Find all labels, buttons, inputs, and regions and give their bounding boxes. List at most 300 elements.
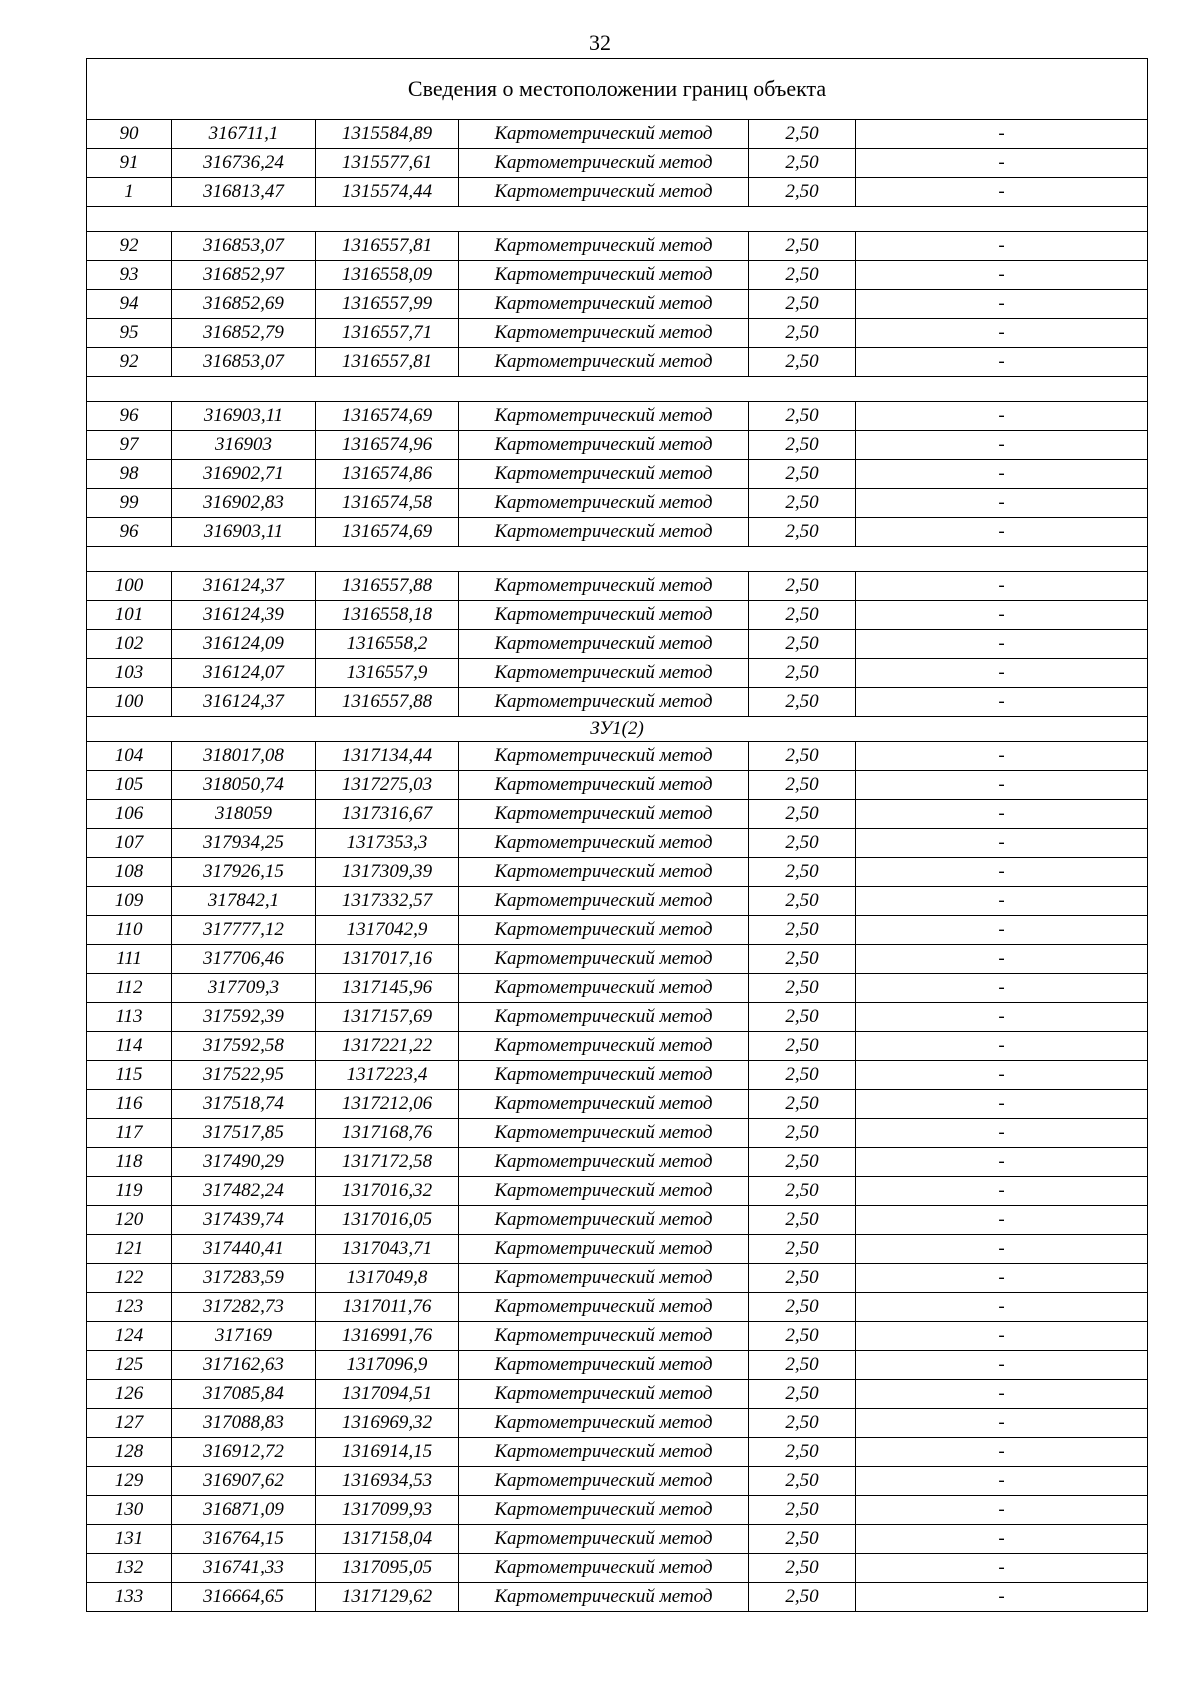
x-coordinate-cell: 316741,33 xyxy=(172,1554,316,1583)
accuracy-cell: 2,50 xyxy=(749,489,856,518)
table-row xyxy=(87,460,1148,489)
table-title: Сведения о местоположении границ объекта xyxy=(87,59,1148,120)
y-coordinate-cell: 1316574,96 xyxy=(316,431,459,460)
y-coordinate-cell: 1317016,32 xyxy=(316,1177,459,1206)
point-number-cell: 119 xyxy=(87,1177,172,1206)
description-cell: - xyxy=(856,659,1148,688)
x-coordinate-cell: 317490,29 xyxy=(172,1148,316,1177)
point-number-cell: 90 xyxy=(87,120,172,149)
x-coordinate-cell: 318050,74 xyxy=(172,771,316,800)
accuracy-cell: 2,50 xyxy=(749,572,856,601)
accuracy-cell: 2,50 xyxy=(749,1032,856,1061)
description-cell: - xyxy=(856,431,1148,460)
x-coordinate-cell: 317283,59 xyxy=(172,1264,316,1293)
description-cell: - xyxy=(856,1525,1148,1554)
x-coordinate-cell: 316903 xyxy=(172,431,316,460)
y-coordinate-cell: 1317309,39 xyxy=(316,858,459,887)
accuracy-cell: 2,50 xyxy=(749,261,856,290)
x-coordinate-cell: 316124,09 xyxy=(172,630,316,659)
accuracy-cell: 2,50 xyxy=(749,1148,856,1177)
accuracy-cell: 2,50 xyxy=(749,149,856,178)
x-coordinate-cell: 317592,39 xyxy=(172,1003,316,1032)
point-number-cell: 110 xyxy=(87,916,172,945)
point-number-cell: 115 xyxy=(87,1061,172,1090)
y-coordinate-cell: 1317212,06 xyxy=(316,1090,459,1119)
point-number-cell: 121 xyxy=(87,1235,172,1264)
y-coordinate-cell: 1315574,44 xyxy=(316,178,459,207)
accuracy-cell: 2,50 xyxy=(749,688,856,717)
point-number-cell: 1 xyxy=(87,178,172,207)
description-cell: - xyxy=(856,1467,1148,1496)
accuracy-cell: 2,50 xyxy=(749,1119,856,1148)
accuracy-cell: 2,50 xyxy=(749,1090,856,1119)
method-cell: Картометрический метод xyxy=(459,1322,749,1351)
table-row xyxy=(87,1438,1148,1467)
table-row xyxy=(87,1496,1148,1525)
y-coordinate-cell: 1317099,93 xyxy=(316,1496,459,1525)
description-cell: - xyxy=(856,630,1148,659)
table-row xyxy=(87,1380,1148,1409)
point-number-cell: 113 xyxy=(87,1003,172,1032)
point-number-cell: 111 xyxy=(87,945,172,974)
table-row xyxy=(87,1090,1148,1119)
table-row xyxy=(87,1322,1148,1351)
point-number-cell: 99 xyxy=(87,489,172,518)
point-number-cell: 97 xyxy=(87,431,172,460)
table-row xyxy=(87,431,1148,460)
method-cell: Картометрический метод xyxy=(459,348,749,377)
x-coordinate-cell: 316912,72 xyxy=(172,1438,316,1467)
y-coordinate-cell: 1316558,2 xyxy=(316,630,459,659)
x-coordinate-cell: 316871,09 xyxy=(172,1496,316,1525)
table-row xyxy=(87,1177,1148,1206)
point-number-cell: 92 xyxy=(87,232,172,261)
description-cell: - xyxy=(856,1003,1148,1032)
y-coordinate-cell: 1317095,05 xyxy=(316,1554,459,1583)
method-cell: Картометрический метод xyxy=(459,601,749,630)
x-coordinate-cell: 317522,95 xyxy=(172,1061,316,1090)
description-cell: - xyxy=(856,1235,1148,1264)
y-coordinate-cell: 1317094,51 xyxy=(316,1380,459,1409)
y-coordinate-cell: 1317129,62 xyxy=(316,1583,459,1612)
method-cell: Картометрический метод xyxy=(459,1496,749,1525)
separator-cell xyxy=(87,547,1148,572)
point-number-cell: 130 xyxy=(87,1496,172,1525)
description-cell: - xyxy=(856,1322,1148,1351)
table-row xyxy=(87,1061,1148,1090)
y-coordinate-cell: 1317353,3 xyxy=(316,829,459,858)
description-cell: - xyxy=(856,1177,1148,1206)
accuracy-cell: 2,50 xyxy=(749,1554,856,1583)
table-row xyxy=(87,916,1148,945)
table-row xyxy=(87,290,1148,319)
method-cell: Картометрический метод xyxy=(459,572,749,601)
section-header-row xyxy=(87,717,1148,742)
table-row xyxy=(87,149,1148,178)
table-row xyxy=(87,348,1148,377)
method-cell: Картометрический метод xyxy=(459,120,749,149)
method-cell: Картометрический метод xyxy=(459,1061,749,1090)
x-coordinate-cell: 316813,47 xyxy=(172,178,316,207)
point-number-cell: 103 xyxy=(87,659,172,688)
description-cell: - xyxy=(856,916,1148,945)
accuracy-cell: 2,50 xyxy=(749,460,856,489)
point-number-cell: 109 xyxy=(87,887,172,916)
accuracy-cell: 2,50 xyxy=(749,887,856,916)
point-number-cell: 125 xyxy=(87,1351,172,1380)
table-row xyxy=(87,688,1148,717)
x-coordinate-cell: 316664,65 xyxy=(172,1583,316,1612)
table-row xyxy=(87,1003,1148,1032)
method-cell: Картометрический метод xyxy=(459,630,749,659)
method-cell: Картометрический метод xyxy=(459,1148,749,1177)
point-number-cell: 133 xyxy=(87,1583,172,1612)
method-cell: Картометрический метод xyxy=(459,402,749,431)
description-cell: - xyxy=(856,771,1148,800)
description-cell: - xyxy=(856,261,1148,290)
x-coordinate-cell: 318059 xyxy=(172,800,316,829)
accuracy-cell: 2,50 xyxy=(749,630,856,659)
x-coordinate-cell: 318017,08 xyxy=(172,742,316,771)
table-row xyxy=(87,1351,1148,1380)
table-row xyxy=(87,858,1148,887)
accuracy-cell: 2,50 xyxy=(749,659,856,688)
point-number-cell: 96 xyxy=(87,402,172,431)
table-title-row xyxy=(87,59,1148,120)
point-number-cell: 114 xyxy=(87,1032,172,1061)
x-coordinate-cell: 317706,46 xyxy=(172,945,316,974)
x-coordinate-cell: 317088,83 xyxy=(172,1409,316,1438)
y-coordinate-cell: 1316574,86 xyxy=(316,460,459,489)
method-cell: Картометрический метод xyxy=(459,431,749,460)
accuracy-cell: 2,50 xyxy=(749,1322,856,1351)
x-coordinate-cell: 316907,62 xyxy=(172,1467,316,1496)
method-cell: Картометрический метод xyxy=(459,1293,749,1322)
method-cell: Картометрический метод xyxy=(459,319,749,348)
description-cell: - xyxy=(856,800,1148,829)
method-cell: Картометрический метод xyxy=(459,489,749,518)
y-coordinate-cell: 1317096,9 xyxy=(316,1351,459,1380)
method-cell: Картометрический метод xyxy=(459,916,749,945)
description-cell: - xyxy=(856,1496,1148,1525)
description-cell: - xyxy=(856,1090,1148,1119)
table-row xyxy=(87,1032,1148,1061)
point-number-cell: 91 xyxy=(87,149,172,178)
x-coordinate-cell: 317162,63 xyxy=(172,1351,316,1380)
accuracy-cell: 2,50 xyxy=(749,1380,856,1409)
accuracy-cell: 2,50 xyxy=(749,1293,856,1322)
table-row xyxy=(87,945,1148,974)
description-cell: - xyxy=(856,742,1148,771)
method-cell: Картометрический метод xyxy=(459,1467,749,1496)
y-coordinate-cell: 1316914,15 xyxy=(316,1438,459,1467)
table-row xyxy=(87,572,1148,601)
point-number-cell: 93 xyxy=(87,261,172,290)
point-number-cell: 104 xyxy=(87,742,172,771)
table-row xyxy=(87,887,1148,916)
table-row xyxy=(87,1148,1148,1177)
description-cell: - xyxy=(856,887,1148,916)
accuracy-cell: 2,50 xyxy=(749,402,856,431)
accuracy-cell: 2,50 xyxy=(749,1525,856,1554)
description-cell: - xyxy=(856,1061,1148,1090)
table-row xyxy=(87,800,1148,829)
description-cell: - xyxy=(856,1119,1148,1148)
y-coordinate-cell: 1316557,81 xyxy=(316,348,459,377)
y-coordinate-cell: 1317011,76 xyxy=(316,1293,459,1322)
method-cell: Картометрический метод xyxy=(459,1380,749,1409)
y-coordinate-cell: 1317275,03 xyxy=(316,771,459,800)
table-row xyxy=(87,1264,1148,1293)
description-cell: - xyxy=(856,974,1148,1003)
x-coordinate-cell: 316853,07 xyxy=(172,348,316,377)
accuracy-cell: 2,50 xyxy=(749,1496,856,1525)
description-cell: - xyxy=(856,1380,1148,1409)
y-coordinate-cell: 1316558,09 xyxy=(316,261,459,290)
accuracy-cell: 2,50 xyxy=(749,431,856,460)
accuracy-cell: 2,50 xyxy=(749,800,856,829)
point-number-cell: 107 xyxy=(87,829,172,858)
x-coordinate-cell: 317517,85 xyxy=(172,1119,316,1148)
point-number-cell: 96 xyxy=(87,518,172,547)
method-cell: Картометрический метод xyxy=(459,1032,749,1061)
description-cell: - xyxy=(856,460,1148,489)
y-coordinate-cell: 1317042,9 xyxy=(316,916,459,945)
x-coordinate-cell: 317440,41 xyxy=(172,1235,316,1264)
accuracy-cell: 2,50 xyxy=(749,771,856,800)
method-cell: Картометрический метод xyxy=(459,232,749,261)
accuracy-cell: 2,50 xyxy=(749,120,856,149)
method-cell: Картометрический метод xyxy=(459,659,749,688)
point-number-cell: 129 xyxy=(87,1467,172,1496)
y-coordinate-cell: 1317145,96 xyxy=(316,974,459,1003)
point-number-cell: 108 xyxy=(87,858,172,887)
description-cell: - xyxy=(856,149,1148,178)
accuracy-cell: 2,50 xyxy=(749,178,856,207)
description-cell: - xyxy=(856,319,1148,348)
method-cell: Картометрический метод xyxy=(459,945,749,974)
y-coordinate-cell: 1317221,22 xyxy=(316,1032,459,1061)
point-number-cell: 132 xyxy=(87,1554,172,1583)
point-number-cell: 100 xyxy=(87,572,172,601)
table-row xyxy=(87,232,1148,261)
table-row xyxy=(87,1206,1148,1235)
point-number-cell: 120 xyxy=(87,1206,172,1235)
method-cell: Картометрический метод xyxy=(459,858,749,887)
description-cell: - xyxy=(856,348,1148,377)
description-cell: - xyxy=(856,518,1148,547)
point-number-cell: 122 xyxy=(87,1264,172,1293)
accuracy-cell: 2,50 xyxy=(749,1206,856,1235)
x-coordinate-cell: 317169 xyxy=(172,1322,316,1351)
method-cell: Картометрический метод xyxy=(459,1003,749,1032)
method-cell: Картометрический метод xyxy=(459,1583,749,1612)
y-coordinate-cell: 1316558,18 xyxy=(316,601,459,630)
x-coordinate-cell: 317592,58 xyxy=(172,1032,316,1061)
point-number-cell: 131 xyxy=(87,1525,172,1554)
x-coordinate-cell: 317934,25 xyxy=(172,829,316,858)
accuracy-cell: 2,50 xyxy=(749,1438,856,1467)
table-row xyxy=(87,1583,1148,1612)
section-label: ЗУ1(2) xyxy=(87,717,1148,742)
point-number-cell: 94 xyxy=(87,290,172,319)
y-coordinate-cell: 1317316,67 xyxy=(316,800,459,829)
y-coordinate-cell: 1316574,58 xyxy=(316,489,459,518)
method-cell: Картометрический метод xyxy=(459,1438,749,1467)
x-coordinate-cell: 317439,74 xyxy=(172,1206,316,1235)
table-row xyxy=(87,489,1148,518)
x-coordinate-cell: 317482,24 xyxy=(172,1177,316,1206)
method-cell: Картометрический метод xyxy=(459,688,749,717)
x-coordinate-cell: 316903,11 xyxy=(172,402,316,431)
x-coordinate-cell: 316711,1 xyxy=(172,120,316,149)
table-row xyxy=(87,120,1148,149)
description-cell: - xyxy=(856,572,1148,601)
accuracy-cell: 2,50 xyxy=(749,945,856,974)
accuracy-cell: 2,50 xyxy=(749,1583,856,1612)
method-cell: Картометрический метод xyxy=(459,1264,749,1293)
description-cell: - xyxy=(856,489,1148,518)
x-coordinate-cell: 316852,69 xyxy=(172,290,316,319)
description-cell: - xyxy=(856,290,1148,319)
x-coordinate-cell: 316852,97 xyxy=(172,261,316,290)
table-row xyxy=(87,402,1148,431)
method-cell: Картометрический метод xyxy=(459,829,749,858)
description-cell: - xyxy=(856,120,1148,149)
accuracy-cell: 2,50 xyxy=(749,290,856,319)
accuracy-cell: 2,50 xyxy=(749,1264,856,1293)
accuracy-cell: 2,50 xyxy=(749,1061,856,1090)
boundary-coordinates-table xyxy=(86,58,1148,1612)
y-coordinate-cell: 1316557,9 xyxy=(316,659,459,688)
description-cell: - xyxy=(856,178,1148,207)
y-coordinate-cell: 1316574,69 xyxy=(316,518,459,547)
point-number-cell: 106 xyxy=(87,800,172,829)
description-cell: - xyxy=(856,1351,1148,1380)
accuracy-cell: 2,50 xyxy=(749,518,856,547)
table-row xyxy=(87,771,1148,800)
accuracy-cell: 2,50 xyxy=(749,232,856,261)
group-separator-row xyxy=(87,207,1148,232)
table-row xyxy=(87,1293,1148,1322)
description-cell: - xyxy=(856,1032,1148,1061)
table-row xyxy=(87,601,1148,630)
x-coordinate-cell: 317842,1 xyxy=(172,887,316,916)
method-cell: Картометрический метод xyxy=(459,518,749,547)
accuracy-cell: 2,50 xyxy=(749,1003,856,1032)
description-cell: - xyxy=(856,1148,1148,1177)
point-number-cell: 100 xyxy=(87,688,172,717)
accuracy-cell: 2,50 xyxy=(749,348,856,377)
point-number-cell: 116 xyxy=(87,1090,172,1119)
y-coordinate-cell: 1316574,69 xyxy=(316,402,459,431)
x-coordinate-cell: 316853,07 xyxy=(172,232,316,261)
accuracy-cell: 2,50 xyxy=(749,974,856,1003)
method-cell: Картометрический метод xyxy=(459,178,749,207)
y-coordinate-cell: 1317017,16 xyxy=(316,945,459,974)
group-separator-row xyxy=(87,547,1148,572)
description-cell: - xyxy=(856,402,1148,431)
table-row xyxy=(87,261,1148,290)
y-coordinate-cell: 1317049,8 xyxy=(316,1264,459,1293)
description-cell: - xyxy=(856,1264,1148,1293)
method-cell: Картометрический метод xyxy=(459,460,749,489)
y-coordinate-cell: 1317157,69 xyxy=(316,1003,459,1032)
description-cell: - xyxy=(856,858,1148,887)
x-coordinate-cell: 317926,15 xyxy=(172,858,316,887)
accuracy-cell: 2,50 xyxy=(749,1467,856,1496)
point-number-cell: 128 xyxy=(87,1438,172,1467)
separator-cell xyxy=(87,377,1148,402)
method-cell: Картометрический метод xyxy=(459,1554,749,1583)
method-cell: Картометрический метод xyxy=(459,771,749,800)
y-coordinate-cell: 1316991,76 xyxy=(316,1322,459,1351)
separator-cell xyxy=(87,207,1148,232)
y-coordinate-cell: 1317016,05 xyxy=(316,1206,459,1235)
y-coordinate-cell: 1316557,81 xyxy=(316,232,459,261)
point-number-cell: 117 xyxy=(87,1119,172,1148)
y-coordinate-cell: 1317223,4 xyxy=(316,1061,459,1090)
table-row xyxy=(87,1525,1148,1554)
x-coordinate-cell: 316903,11 xyxy=(172,518,316,547)
description-cell: - xyxy=(856,1206,1148,1235)
x-coordinate-cell: 316902,83 xyxy=(172,489,316,518)
x-coordinate-cell: 317709,3 xyxy=(172,974,316,1003)
group-separator-row xyxy=(87,377,1148,402)
x-coordinate-cell: 317085,84 xyxy=(172,1380,316,1409)
description-cell: - xyxy=(856,1583,1148,1612)
description-cell: - xyxy=(856,601,1148,630)
x-coordinate-cell: 316902,71 xyxy=(172,460,316,489)
x-coordinate-cell: 316124,39 xyxy=(172,601,316,630)
point-number-cell: 102 xyxy=(87,630,172,659)
y-coordinate-cell: 1317043,71 xyxy=(316,1235,459,1264)
table-body xyxy=(87,59,1148,1612)
method-cell: Картометрический метод xyxy=(459,1090,749,1119)
point-number-cell: 95 xyxy=(87,319,172,348)
point-number-cell: 92 xyxy=(87,348,172,377)
y-coordinate-cell: 1316934,53 xyxy=(316,1467,459,1496)
table-row xyxy=(87,319,1148,348)
description-cell: - xyxy=(856,829,1148,858)
method-cell: Картометрический метод xyxy=(459,149,749,178)
table-row xyxy=(87,974,1148,1003)
accuracy-cell: 2,50 xyxy=(749,742,856,771)
description-cell: - xyxy=(856,232,1148,261)
x-coordinate-cell: 316736,24 xyxy=(172,149,316,178)
y-coordinate-cell: 1317134,44 xyxy=(316,742,459,771)
accuracy-cell: 2,50 xyxy=(749,601,856,630)
y-coordinate-cell: 1315577,61 xyxy=(316,149,459,178)
method-cell: Картометрический метод xyxy=(459,1206,749,1235)
x-coordinate-cell: 316124,37 xyxy=(172,572,316,601)
x-coordinate-cell: 317777,12 xyxy=(172,916,316,945)
description-cell: - xyxy=(856,945,1148,974)
method-cell: Картометрический метод xyxy=(459,742,749,771)
point-number-cell: 118 xyxy=(87,1148,172,1177)
point-number-cell: 126 xyxy=(87,1380,172,1409)
accuracy-cell: 2,50 xyxy=(749,1235,856,1264)
table-row xyxy=(87,742,1148,771)
y-coordinate-cell: 1317168,76 xyxy=(316,1119,459,1148)
point-number-cell: 124 xyxy=(87,1322,172,1351)
y-coordinate-cell: 1317332,57 xyxy=(316,887,459,916)
accuracy-cell: 2,50 xyxy=(749,1409,856,1438)
method-cell: Картометрический метод xyxy=(459,1177,749,1206)
description-cell: - xyxy=(856,688,1148,717)
table-row xyxy=(87,630,1148,659)
y-coordinate-cell: 1317172,58 xyxy=(316,1148,459,1177)
